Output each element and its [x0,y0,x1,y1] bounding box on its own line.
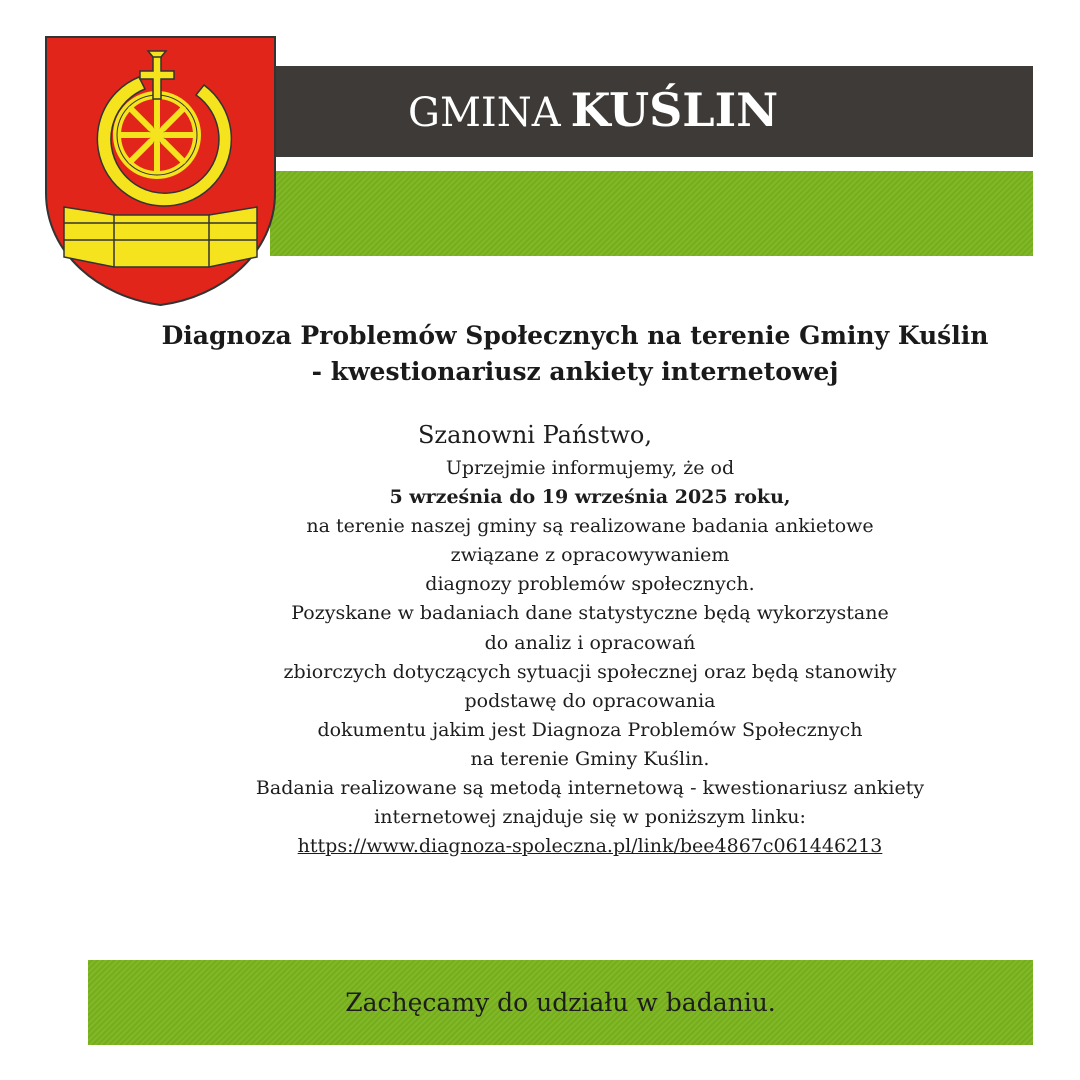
footer-call-to-action: Zachęcamy do udziału w badaniu. [345,988,776,1017]
headline-line-2: - kwestionariusz ankiety internetowej [311,357,839,386]
body-line: podstawę do opracowania [464,689,716,712]
headline-line-1: Diagnoza Problemów Społecznych na terenie Gminy Kuślin [161,321,989,350]
body-line-dates: 5 września do 19 września 2025 roku, [389,486,791,509]
announcement-body [175,454,1005,861]
survey-link[interactable]: https://www.diagnoza-spoleczna.pl/link/bee4867c061446213 [297,835,883,858]
body-line: na terenie naszej gminy są realizowane badania ankietowe [306,515,874,538]
body-line: Uprzejmie informujemy, że od [445,457,735,479]
title-gmina: GMINA [408,90,561,136]
body-line: Badania realizowane są metodą internetową - kwestionariusz ankiety [255,777,925,800]
body-line: Pozyskane w badaniach dane statystyczne będą wykorzystane [291,602,889,625]
body-line: do analiz i opracowań [484,631,696,654]
body-line: dokumentu jakim jest Diagnoza Problemów Społecznych [317,718,863,741]
body-line: na terenie Gminy Kuślin. [470,747,710,770]
body-line: związane z opracowywaniem [450,544,730,567]
headline [120,318,1030,390]
body-line: internetowej znajduje się w poniższym linku: [374,806,806,829]
greeting: Szanowni Państwo, [417,421,653,449]
header-green-band [270,171,1033,256]
body-line: zbiorczych dotyczących sytuacji społecznej oraz będą stanowiły [283,660,897,683]
body-line: diagnozy problemów społecznych. [425,573,755,596]
page-title [408,78,828,142]
title-kuslin: KUŚLIN [570,83,779,137]
coat-of-arms-icon [44,35,277,307]
